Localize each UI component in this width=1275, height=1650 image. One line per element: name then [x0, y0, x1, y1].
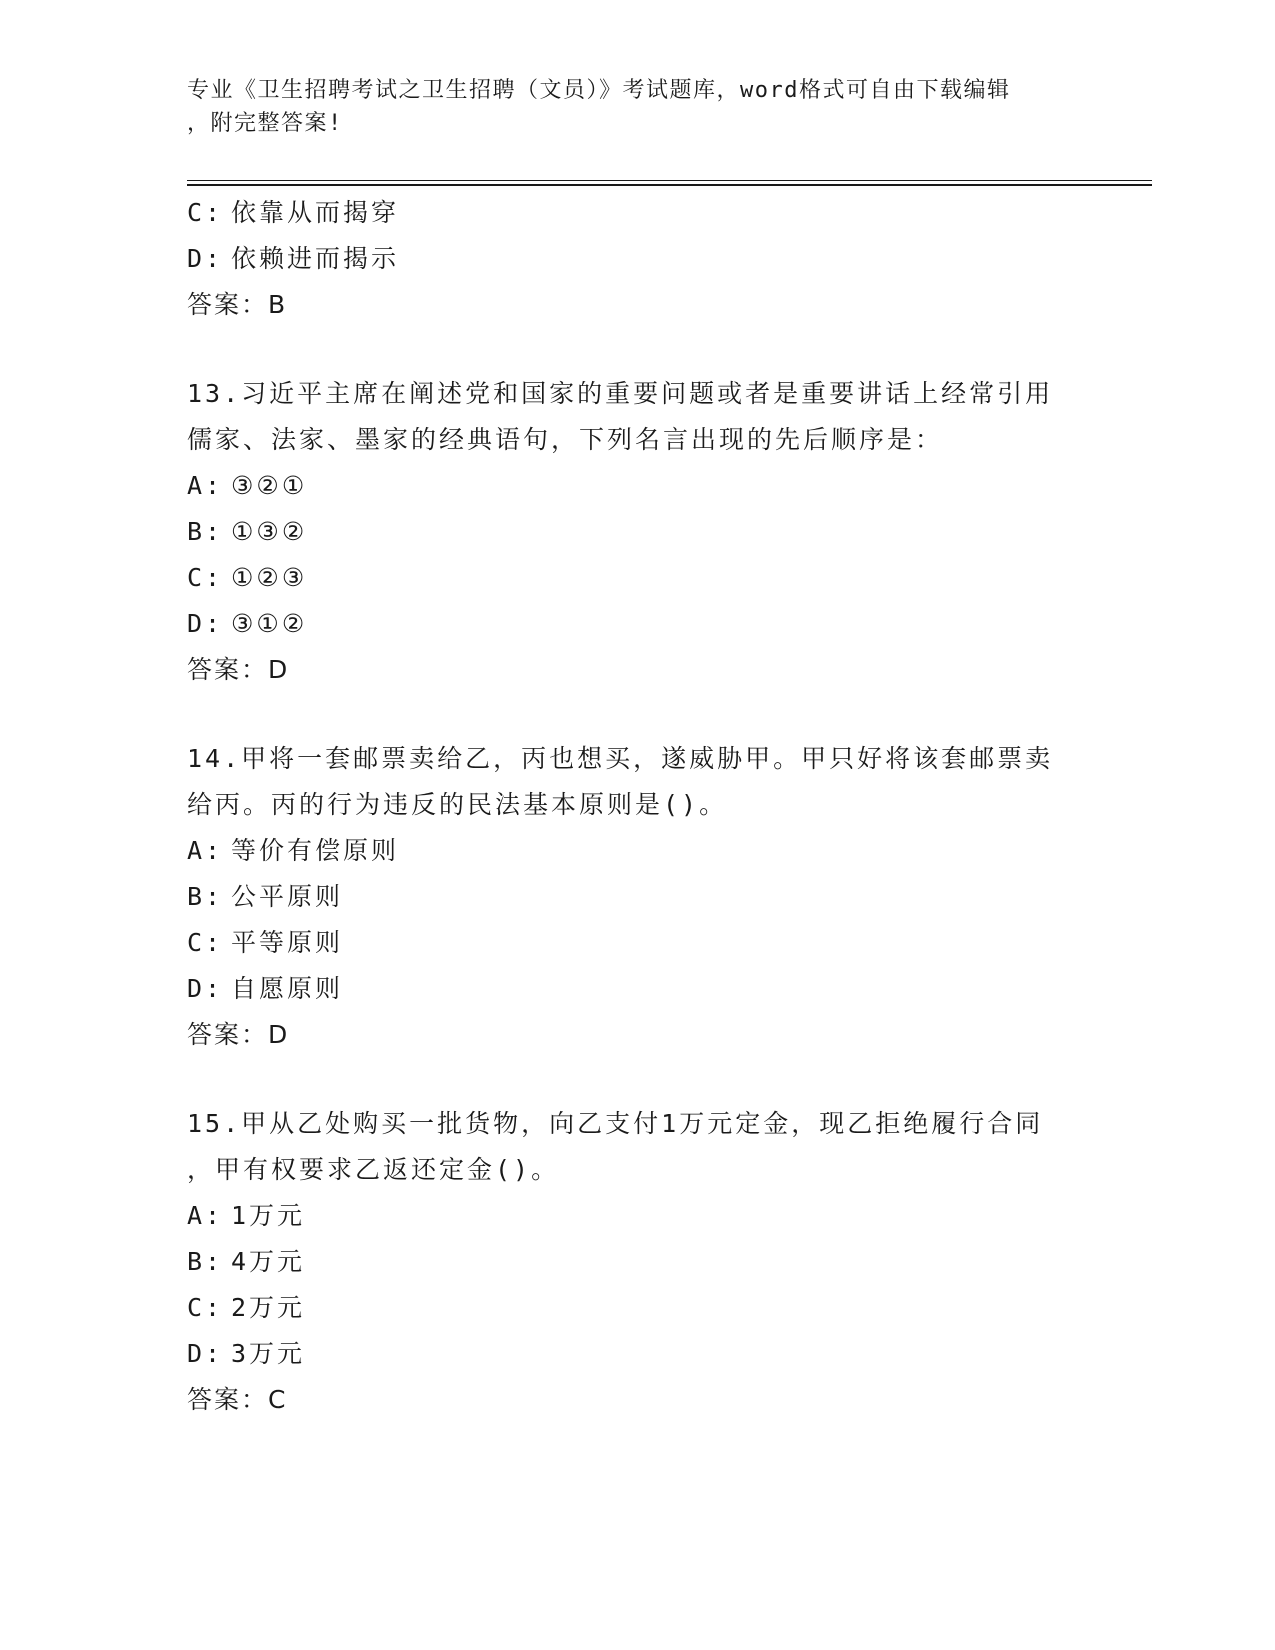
stem-line-2: 儒家、法家、墨家的经典语句，下列名言出现的先后顺序是： [187, 425, 944, 454]
option-text: ③①② [231, 609, 308, 638]
option-d [187, 966, 1087, 1012]
option-letter: D: [187, 974, 224, 1003]
header-divider-thin [187, 180, 1152, 181]
stem-line-2: 给丙。丙的行为违反的民法基本原则是()。 [187, 790, 728, 819]
option-letter: B: [187, 517, 224, 546]
stem-line-1: 14.甲将一套邮票卖给乙，丙也想买，遂威胁甲。甲只好将该套邮票卖 [187, 744, 1054, 773]
option-letter: C: [187, 563, 224, 592]
question-list [187, 190, 1087, 1423]
option-letter: A: [187, 471, 224, 500]
stem-line-1: 15.甲从乙处购买一批货物，向乙支付1万元定金，现乙拒绝履行合同 [187, 1109, 1044, 1138]
option-text: 等价有偿原则 [231, 836, 400, 865]
question-13 [187, 371, 1087, 693]
stem-line-2: ，甲有权要求乙返还定金()。 [187, 1155, 560, 1184]
answer-line: 答案：B [187, 290, 288, 319]
option-text: 公平原则 [231, 882, 344, 911]
answer-line: 答案：C [187, 1385, 288, 1414]
option-letter: D: [187, 1339, 224, 1368]
option-letter: B: [187, 1247, 224, 1276]
option-letter: C: [187, 198, 224, 227]
option-a [187, 1193, 1087, 1239]
answer-line: 答案：D [187, 655, 290, 684]
option-b [187, 1239, 1087, 1285]
option-c [187, 920, 1087, 966]
option-c [187, 190, 1087, 236]
option-text: 自愿原则 [231, 974, 344, 1003]
option-letter: C: [187, 928, 224, 957]
question-stem [187, 1101, 1087, 1193]
option-d [187, 601, 1087, 647]
option-letter: B: [187, 882, 224, 911]
spacer [187, 328, 1087, 371]
answer-line: 答案：D [187, 1020, 290, 1049]
option-text: 3万元 [231, 1339, 306, 1368]
option-c [187, 555, 1087, 601]
option-letter: C: [187, 1293, 224, 1322]
header-line-1: 专业《卫生招聘考试之卫生招聘（文员）》考试题库，word格式可自由下载编辑 [187, 78, 1011, 103]
document-header [187, 74, 1067, 140]
option-letter: D: [187, 244, 224, 273]
option-text: 4万元 [231, 1247, 306, 1276]
option-d [187, 236, 1087, 282]
option-letter: D: [187, 609, 224, 638]
option-text: 平等原则 [231, 928, 344, 957]
option-b [187, 509, 1087, 555]
header-line-2: ，附完整答案! [187, 111, 343, 136]
option-b [187, 874, 1087, 920]
stem-line-1: 13.习近平主席在阐述党和国家的重要问题或者是重要讲话上经常引用 [187, 379, 1054, 408]
question-stem [187, 371, 1087, 463]
option-text: 依靠从而揭穿 [231, 198, 400, 227]
question-15 [187, 1101, 1087, 1423]
option-text: ①③② [231, 517, 308, 546]
spacer [187, 1058, 1087, 1101]
spacer [187, 693, 1087, 736]
option-text: 依赖进而揭示 [231, 244, 400, 273]
question-stem [187, 736, 1087, 828]
option-c [187, 1285, 1087, 1331]
option-text: 2万元 [231, 1293, 306, 1322]
question-14 [187, 736, 1087, 1058]
option-letter: A: [187, 1201, 224, 1230]
option-d [187, 1331, 1087, 1377]
option-letter: A: [187, 836, 224, 865]
option-text: ①②③ [231, 563, 308, 592]
previous-question-tail [187, 190, 1087, 328]
option-text: ③②① [231, 471, 308, 500]
option-a [187, 463, 1087, 509]
option-text: 1万元 [231, 1201, 306, 1230]
header-divider-thick [187, 184, 1152, 186]
option-a [187, 828, 1087, 874]
